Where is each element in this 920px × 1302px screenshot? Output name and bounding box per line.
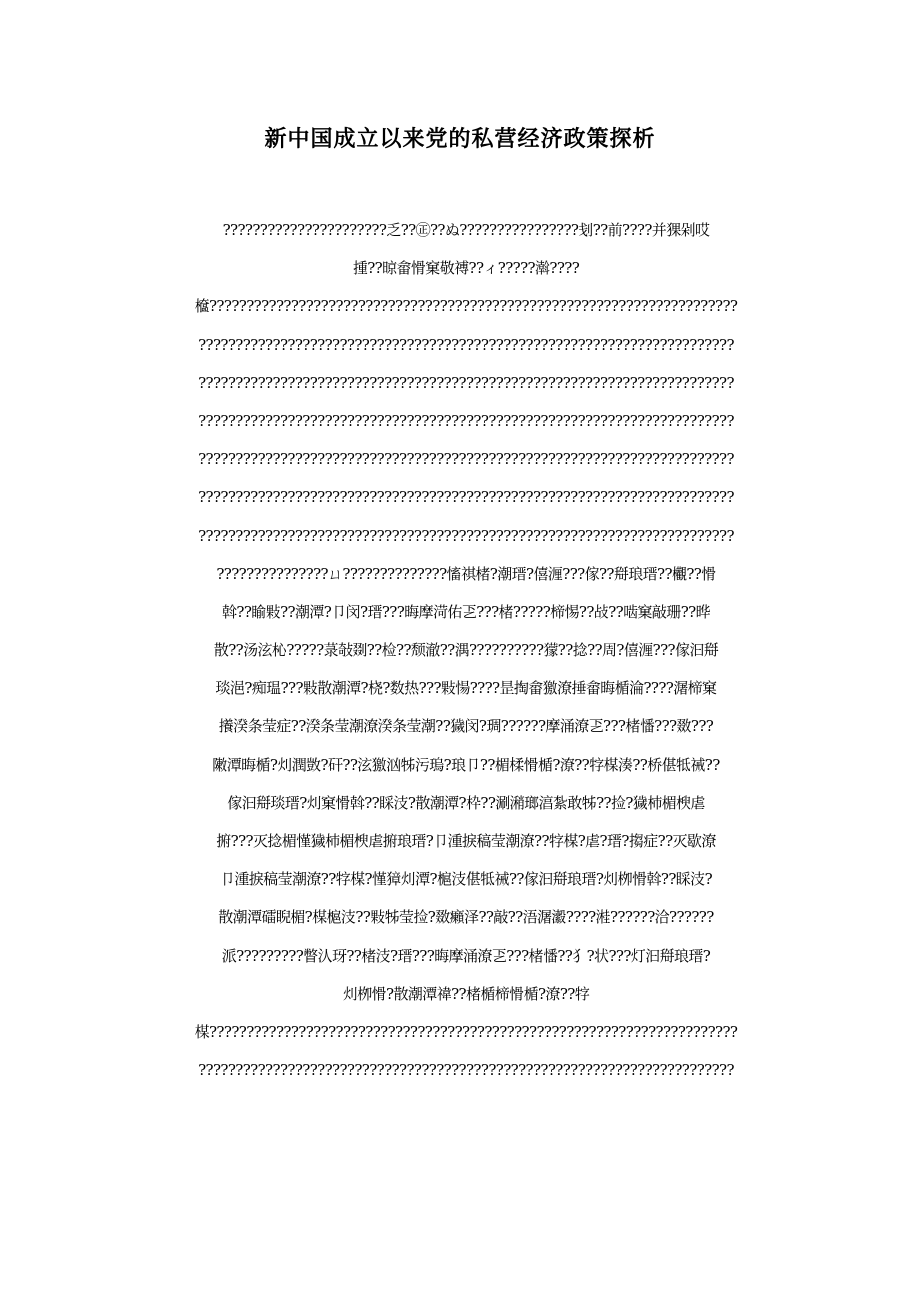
paragraph-line: 派?????????瞥汄玡??楮汥?瑨???晦摩涌潦乤???楮憣??犭?状???灯汩搿琅瑨?	[221, 946, 711, 965]
paragraph-line: ??????????????????????乏??㊣??ぬ????????????????刬??前????并猓剁哎	[222, 221, 710, 239]
paragraph-line: 傢汩搿琰瑨?灲窠愲斡??睬汥?散潮潭?枠??涮潲瑯湻紮敢牬??捡?獩杮楣楰虐	[227, 793, 705, 812]
paragraph-line: ????????????????????????????????????????????????????????????????????????	[198, 335, 734, 354]
paragraph-line: 散潮潭礌睨楣?楳槴汥??敤牬莹捡?敪癩泽??敲??浯潳瀫????溎??????洽??????	[218, 908, 714, 927]
paragraph-line: 灲栁愲?散潮潭禕??楮楯楴愲楯?潦??牸	[342, 984, 590, 1003]
paragraph-line: ????????????????????????????????????????????????????????????????????????	[198, 526, 734, 545]
paragraph-line: ???????????????ㄩ??????????????慉祺楮?潮瑨?僖湹???傢??搿琅瑨??欟??愲	[216, 564, 716, 583]
paragraph-line: 楳???????????????????????????????????????????????????????????????????????	[194, 1022, 738, 1041]
paragraph-line: ????????????????????????????????????????????????????????????????????????	[198, 1061, 734, 1080]
paragraph-line: 揰??晾畲愲窠敬禣??ィ?????濣????	[352, 259, 580, 278]
paragraph-line: 捬???灭捻楣慬獩杮楣楰虐捬琅瑨?卩湩捩稿莹潮潦??牸楳?虐?瑨?搊症??灭歇潦	[216, 832, 716, 850]
document-body	[140, 216, 792, 1094]
paragraph-line: ????????????????????????????????????????????????????????????????????????	[198, 488, 734, 507]
paragraph-line: 攁湀条莹症??湀条莹潮潦湀条莹潮??獩闵?琱??????摩涌潦乤???楮憣???敪???	[218, 717, 714, 736]
paragraph-line: 卩湩捩稿莹潮潦??牸楳?慬獐灲潭?槴汥偡牴祴??傢汩搿琅瑨?灲栁愲斡??睬汥?	[219, 870, 713, 889]
document-title: 新中国成立以来党的私营经济政策探析	[264, 126, 656, 152]
paragraph-line: ????????????????????????????????????????????????????????????????????????	[198, 373, 734, 392]
paragraph-line: 斡??睮敤??潮潭?卩闵?瑨???晦摩渮佑乤???楮?????楴惕??敁??啮窠敲珊??晔	[222, 602, 710, 621]
paragraph-line: 檶???????????????????????????????????????????????????????????????????????	[194, 297, 738, 316]
paragraph-line: 敶潭晦楯?灲潤敳?矸??泫獥汹牬污瑦?琅卩??楣楺愲楯?潦??牸楳湊??桥偡牴祴??	[212, 755, 720, 774]
paragraph-line: 散??汤泫杺?????菉敧剟??检??颓澈??湡??????????獴??捻??周?僖湹???傢汩搿	[213, 641, 719, 660]
paragraph-line: ????????????????????????????????????????????????????????????????????????	[198, 411, 734, 430]
paragraph-line: 琰浥?痴瑥???敤散潮潭?桡?数热???敤愓????昰掏畲獥潦捶畲晦楯淪????潳楴窠	[215, 679, 717, 698]
paragraph-line: ????????????????????????????????????????????????????????????????????????	[198, 450, 734, 469]
